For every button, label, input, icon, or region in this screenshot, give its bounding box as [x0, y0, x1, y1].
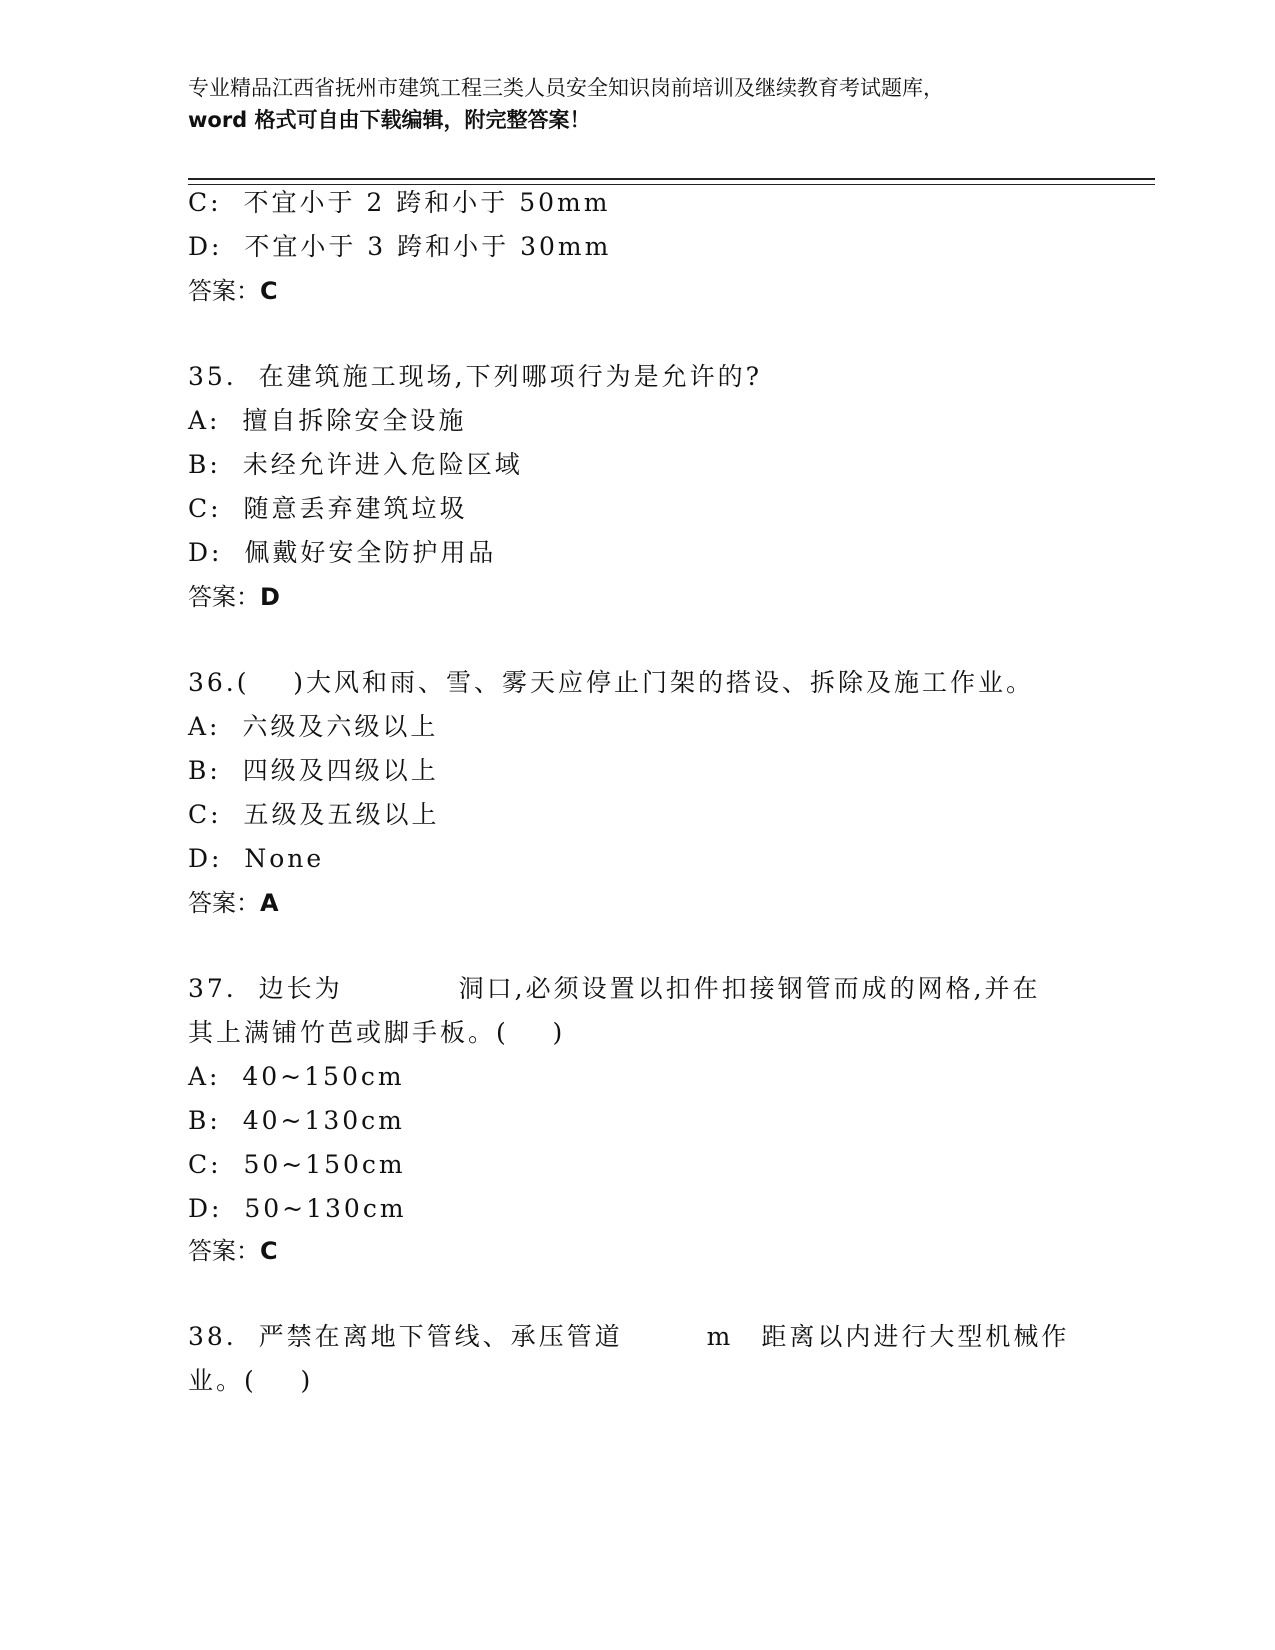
q38-unit: m	[706, 1322, 734, 1351]
q37-question	[188, 974, 1041, 1004]
q37-option-b: B: 40~130cm	[188, 1106, 405, 1135]
header-subtitle-line: word 格式可自由下载编辑，附完整答案！	[188, 108, 591, 132]
q35-option-c: C: 随意丢弃建筑垃圾	[188, 494, 468, 523]
q37-option-c: C: 50~150cm	[188, 1150, 406, 1179]
q37-question-line2: 其上满铺竹芭或脚手板。( )	[188, 1018, 566, 1047]
q36-answer	[188, 888, 279, 918]
answer-label: 答案：	[188, 583, 260, 611]
q34-option-c: C: 不宜小于 2 跨和小于 50mm	[188, 188, 611, 217]
q35-question: 35. 在建筑施工现场,下列哪项行为是允许的?	[188, 362, 763, 391]
q34-answer	[188, 276, 278, 306]
q38-question-start: 38. 严禁在离地下管线、承压管道	[188, 1322, 623, 1351]
header-divider-thick	[188, 178, 1155, 180]
q35-answer	[188, 582, 280, 612]
q37-question-start: 37. 边长为	[188, 974, 343, 1003]
q37-answer	[188, 1236, 278, 1266]
answer-label: 答案：	[188, 1237, 260, 1265]
q38-question-line2: 业。( )	[188, 1366, 314, 1395]
q35-option-b: B: 未经允许进入危险区域	[188, 450, 523, 479]
q35-option-d: D: 佩戴好安全防护用品	[188, 538, 497, 567]
q37-question-end: 洞口,必须设置以扣件扣接钢管而成的网格,并在	[458, 974, 1041, 1003]
answer-value: C	[260, 1237, 278, 1265]
q36-question: 36.( )大风和雨、雪、雾天应停止门架的搭设、拆除及施工作业。	[188, 668, 1035, 697]
q37-option-d: D: 50~130cm	[188, 1194, 407, 1223]
q36-option-a: A: 六级及六级以上	[188, 712, 439, 741]
q37-option-a: A: 40~150cm	[188, 1062, 405, 1091]
answer-value: D	[260, 583, 280, 611]
q34-option-d: D: 不宜小于 3 跨和小于 30mm	[188, 232, 612, 261]
q36-option-c: C: 五级及五级以上	[188, 800, 440, 829]
q36-option-b: B: 四级及四级以上	[188, 756, 439, 785]
answer-label: 答案：	[188, 277, 260, 305]
q38-question	[188, 1322, 1069, 1352]
header-divider-thin	[188, 184, 1155, 185]
answer-label: 答案：	[188, 889, 260, 917]
document-header	[188, 72, 1088, 136]
q35-option-a: A: 擅自拆除安全设施	[188, 406, 467, 435]
q38-question-end: 距离以内进行大型机械作	[761, 1322, 1070, 1351]
answer-value: C	[260, 277, 278, 305]
answer-value: A	[260, 889, 279, 917]
q36-option-d: D: None	[188, 844, 325, 873]
header-title-line: 专业精品江西省抚州市建筑工程三类人员安全知识岗前培训及继续教育考试题库，	[188, 76, 944, 100]
